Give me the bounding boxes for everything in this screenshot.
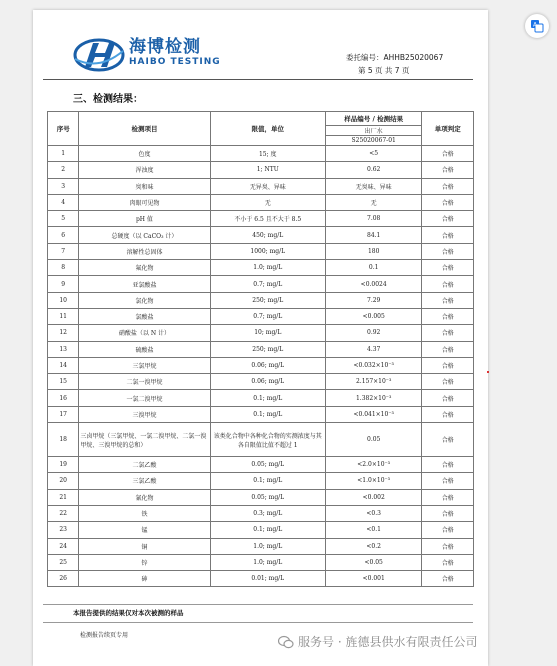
cell-judge: 合格 xyxy=(422,390,474,406)
sample-id: S25020067-01 xyxy=(325,136,421,146)
translate-icon xyxy=(530,19,544,33)
cell-result: 2.157×10⁻³ xyxy=(325,374,421,390)
cell-result: 0.1 xyxy=(325,260,421,276)
cell-result: 4.37 xyxy=(325,341,421,357)
cell-judge: 合格 xyxy=(422,374,474,390)
cell-limit: 0.7; mg/L xyxy=(210,308,325,324)
cell-judge: 合格 xyxy=(422,260,474,276)
cell-limit: 0.3; mg/L xyxy=(210,505,325,521)
table-row xyxy=(48,538,474,554)
table-row xyxy=(48,522,474,538)
cell-item: 砷 xyxy=(79,571,210,587)
cell-item: 硝酸盐（以 N 计） xyxy=(79,325,210,341)
table-row xyxy=(48,162,474,178)
header-judge: 单项判定 xyxy=(422,112,474,146)
cell-judge: 合格 xyxy=(422,292,474,308)
table-row xyxy=(48,457,474,473)
footer-divider-bottom xyxy=(43,622,473,623)
report-page xyxy=(33,10,488,666)
cell-limit: 无异臭、异味 xyxy=(210,178,325,194)
cell-no: 22 xyxy=(48,505,79,521)
cell-limit: 250; mg/L xyxy=(210,341,325,357)
results-table xyxy=(47,111,474,587)
table-row xyxy=(48,243,474,259)
cell-limit: 不小于 6.5 且不大于 8.5 xyxy=(210,211,325,227)
cell-judge: 合格 xyxy=(422,538,474,554)
cell-judge: 合格 xyxy=(422,423,474,457)
header-item: 检测项目 xyxy=(79,112,210,146)
cell-limit: 450; mg/L xyxy=(210,227,325,243)
cell-judge: 合格 xyxy=(422,489,474,505)
cell-item: 氰化物 xyxy=(79,489,210,505)
header-limit: 限值，单位 xyxy=(210,112,325,146)
cell-result: 无臭味、异味 xyxy=(325,178,421,194)
cell-no: 1 xyxy=(48,146,79,162)
cell-result: 0.92 xyxy=(325,325,421,341)
cell-no: 7 xyxy=(48,243,79,259)
cell-limit: 0.1; mg/L xyxy=(210,406,325,422)
cell-item: 三卤甲烷（三氯甲烷、一氯二溴甲烷、二氯一溴甲烷、三溴甲烷的总和） xyxy=(79,423,210,457)
cell-limit: 0.06; mg/L xyxy=(210,357,325,373)
watermark-text: 服务号 · 旌德县供水有限责任公司 xyxy=(298,635,478,649)
cell-item: 三溴甲烷 xyxy=(79,406,210,422)
cell-limit: 10; mg/L xyxy=(210,325,325,341)
cell-judge: 合格 xyxy=(422,325,474,341)
cell-limit: 1.0; mg/L xyxy=(210,538,325,554)
table-row xyxy=(48,505,474,521)
translate-button[interactable] xyxy=(525,14,549,38)
table-row xyxy=(48,489,474,505)
cell-no: 10 xyxy=(48,292,79,308)
cell-no: 23 xyxy=(48,522,79,538)
cell-judge: 合格 xyxy=(422,522,474,538)
table-row xyxy=(48,227,474,243)
cell-no: 2 xyxy=(48,162,79,178)
cell-item: 氟化物 xyxy=(79,260,210,276)
cell-result: 7.29 xyxy=(325,292,421,308)
cell-item: 一氯二溴甲烷 xyxy=(79,390,210,406)
table-row xyxy=(48,308,474,324)
table-row xyxy=(48,357,474,373)
table-row xyxy=(48,374,474,390)
section-title: 三、检测结果： xyxy=(73,94,143,105)
cell-item: 锌 xyxy=(79,554,210,570)
header-sample: 样品编号 / 检测结果 xyxy=(325,112,421,126)
cell-item: 臭和味 xyxy=(79,178,210,194)
table-row xyxy=(48,571,474,587)
table-row xyxy=(48,341,474,357)
cell-result: <5 xyxy=(325,146,421,162)
cell-result: <0.005 xyxy=(325,308,421,324)
logo-english-text: HAIBO TESTING xyxy=(129,57,221,67)
cell-result: <0.001 xyxy=(325,571,421,587)
cell-item: 肉眼可见物 xyxy=(79,194,210,210)
cell-limit: 0.1; mg/L xyxy=(210,390,325,406)
cell-judge: 合格 xyxy=(422,406,474,422)
cell-result: 7.08 xyxy=(325,211,421,227)
cell-item: 氯化物 xyxy=(79,292,210,308)
table-row xyxy=(48,194,474,210)
cell-result: <0.2 xyxy=(325,538,421,554)
table-row xyxy=(48,292,474,308)
cell-judge: 合格 xyxy=(422,162,474,178)
cell-judge: 合格 xyxy=(422,194,474,210)
cell-result: <1.0×10⁻³ xyxy=(325,473,421,489)
cell-limit: 1.0; mg/L xyxy=(210,260,325,276)
cell-judge: 合格 xyxy=(422,505,474,521)
cell-judge: 合格 xyxy=(422,571,474,587)
cell-judge: 合格 xyxy=(422,178,474,194)
cell-result: <2.0×10⁻³ xyxy=(325,457,421,473)
cell-limit: 1.0; mg/L xyxy=(210,554,325,570)
cell-judge: 合格 xyxy=(422,227,474,243)
cell-no: 19 xyxy=(48,457,79,473)
cell-item: 锰 xyxy=(79,522,210,538)
continuation-note: 检测报告续页专用 xyxy=(80,632,129,639)
cell-no: 12 xyxy=(48,325,79,341)
cell-judge: 合格 xyxy=(422,357,474,373)
cell-item: 硫酸盐 xyxy=(79,341,210,357)
cell-item: 二氯一溴甲烷 xyxy=(79,374,210,390)
cell-limit: 0.1; mg/L xyxy=(210,522,325,538)
cell-result: 0.05 xyxy=(325,423,421,457)
cell-item: 铁 xyxy=(79,505,210,521)
cell-limit: 0.06; mg/L xyxy=(210,374,325,390)
cell-judge: 合格 xyxy=(422,341,474,357)
cell-no: 25 xyxy=(48,554,79,570)
cell-result: 无 xyxy=(325,194,421,210)
company-logo xyxy=(73,37,221,73)
cell-no: 15 xyxy=(48,374,79,390)
cell-item: 浑浊度 xyxy=(79,162,210,178)
cell-no: 16 xyxy=(48,390,79,406)
cell-no: 5 xyxy=(48,211,79,227)
sample-name: 出厂水 xyxy=(325,126,421,136)
table-row xyxy=(48,423,474,457)
cell-no: 9 xyxy=(48,276,79,292)
table-row xyxy=(48,554,474,570)
cell-no: 3 xyxy=(48,178,79,194)
table-row xyxy=(48,146,474,162)
wechat-icon xyxy=(278,635,294,649)
cell-no: 24 xyxy=(48,538,79,554)
cell-no: 14 xyxy=(48,357,79,373)
cell-judge: 合格 xyxy=(422,457,474,473)
cell-judge: 合格 xyxy=(422,308,474,324)
cell-item: 二氯乙酸 xyxy=(79,457,210,473)
cell-limit: 1000; mg/L xyxy=(210,243,325,259)
cell-result: <0.002 xyxy=(325,489,421,505)
cell-limit: 1; NTU xyxy=(210,162,325,178)
svg-text:A: A xyxy=(533,21,538,29)
cell-no: 6 xyxy=(48,227,79,243)
cell-no: 26 xyxy=(48,571,79,587)
cell-item: 色度 xyxy=(79,146,210,162)
cell-no: 21 xyxy=(48,489,79,505)
table-row xyxy=(48,406,474,422)
cell-limit: 0.05; mg/L xyxy=(210,489,325,505)
cell-item: 总硬度（以 CaCO₃ 计） xyxy=(79,227,210,243)
cell-judge: 合格 xyxy=(422,211,474,227)
cell-result: <0.1 xyxy=(325,522,421,538)
table-row xyxy=(48,390,474,406)
wechat-watermark xyxy=(278,633,477,650)
cell-judge: 合格 xyxy=(422,473,474,489)
cell-item: 亚氯酸盐 xyxy=(79,276,210,292)
cell-item: 铜 xyxy=(79,538,210,554)
cell-no: 17 xyxy=(48,406,79,422)
header-no: 序号 xyxy=(48,112,79,146)
cell-result: <0.032×10⁻³ xyxy=(325,357,421,373)
cell-result: <0.0024 xyxy=(325,276,421,292)
cell-limit: 0.7; mg/L xyxy=(210,276,325,292)
cell-result: 0.62 xyxy=(325,162,421,178)
logo-chinese-text: 海博检测 xyxy=(129,37,201,57)
cell-limit: 0.1; mg/L xyxy=(210,473,325,489)
footer-divider-top xyxy=(43,604,473,605)
cell-result: 1.382×10⁻³ xyxy=(325,390,421,406)
cell-no: 4 xyxy=(48,194,79,210)
cell-no: 20 xyxy=(48,473,79,489)
table-row xyxy=(48,276,474,292)
table-row xyxy=(48,325,474,341)
cell-limit: 该类化合物中各种化合物的实测浓度与其各自限值比值不超过 1 xyxy=(210,423,325,457)
cell-limit: 无 xyxy=(210,194,325,210)
header-divider xyxy=(43,79,473,80)
cell-no: 8 xyxy=(48,260,79,276)
cell-item: 氯酸盐 xyxy=(79,308,210,324)
page-number: 第 5 页 共 7 页 xyxy=(358,66,410,75)
table-row xyxy=(48,211,474,227)
cell-no: 11 xyxy=(48,308,79,324)
cell-limit: 250; mg/L xyxy=(210,292,325,308)
haibo-logo-icon xyxy=(73,37,125,73)
cell-item: 溶解性总固体 xyxy=(79,243,210,259)
cell-item: 三氯甲烷 xyxy=(79,357,210,373)
cell-result: 180 xyxy=(325,243,421,259)
cell-judge: 合格 xyxy=(422,243,474,259)
table-row xyxy=(48,178,474,194)
table-row xyxy=(48,260,474,276)
cell-judge: 合格 xyxy=(422,146,474,162)
cell-limit: 0.01; mg/L xyxy=(210,571,325,587)
cell-no: 13 xyxy=(48,341,79,357)
cell-judge: 合格 xyxy=(422,276,474,292)
cell-result: <0.041×10⁻³ xyxy=(325,406,421,422)
red-mark xyxy=(487,371,489,373)
footer-note: 本报告提供的结果仅对本次被测的样品 xyxy=(73,609,184,617)
cell-item: pH 值 xyxy=(79,211,210,227)
commission-number: 委托编号：AHHB25020067 xyxy=(346,53,444,62)
cell-result: <0.3 xyxy=(325,505,421,521)
cell-result: 84.1 xyxy=(325,227,421,243)
cell-no: 18 xyxy=(48,423,79,457)
cell-limit: 15; 度 xyxy=(210,146,325,162)
cell-limit: 0.05; mg/L xyxy=(210,457,325,473)
cell-judge: 合格 xyxy=(422,554,474,570)
cell-item: 三氯乙酸 xyxy=(79,473,210,489)
table-row xyxy=(48,473,474,489)
cell-result: <0.05 xyxy=(325,554,421,570)
